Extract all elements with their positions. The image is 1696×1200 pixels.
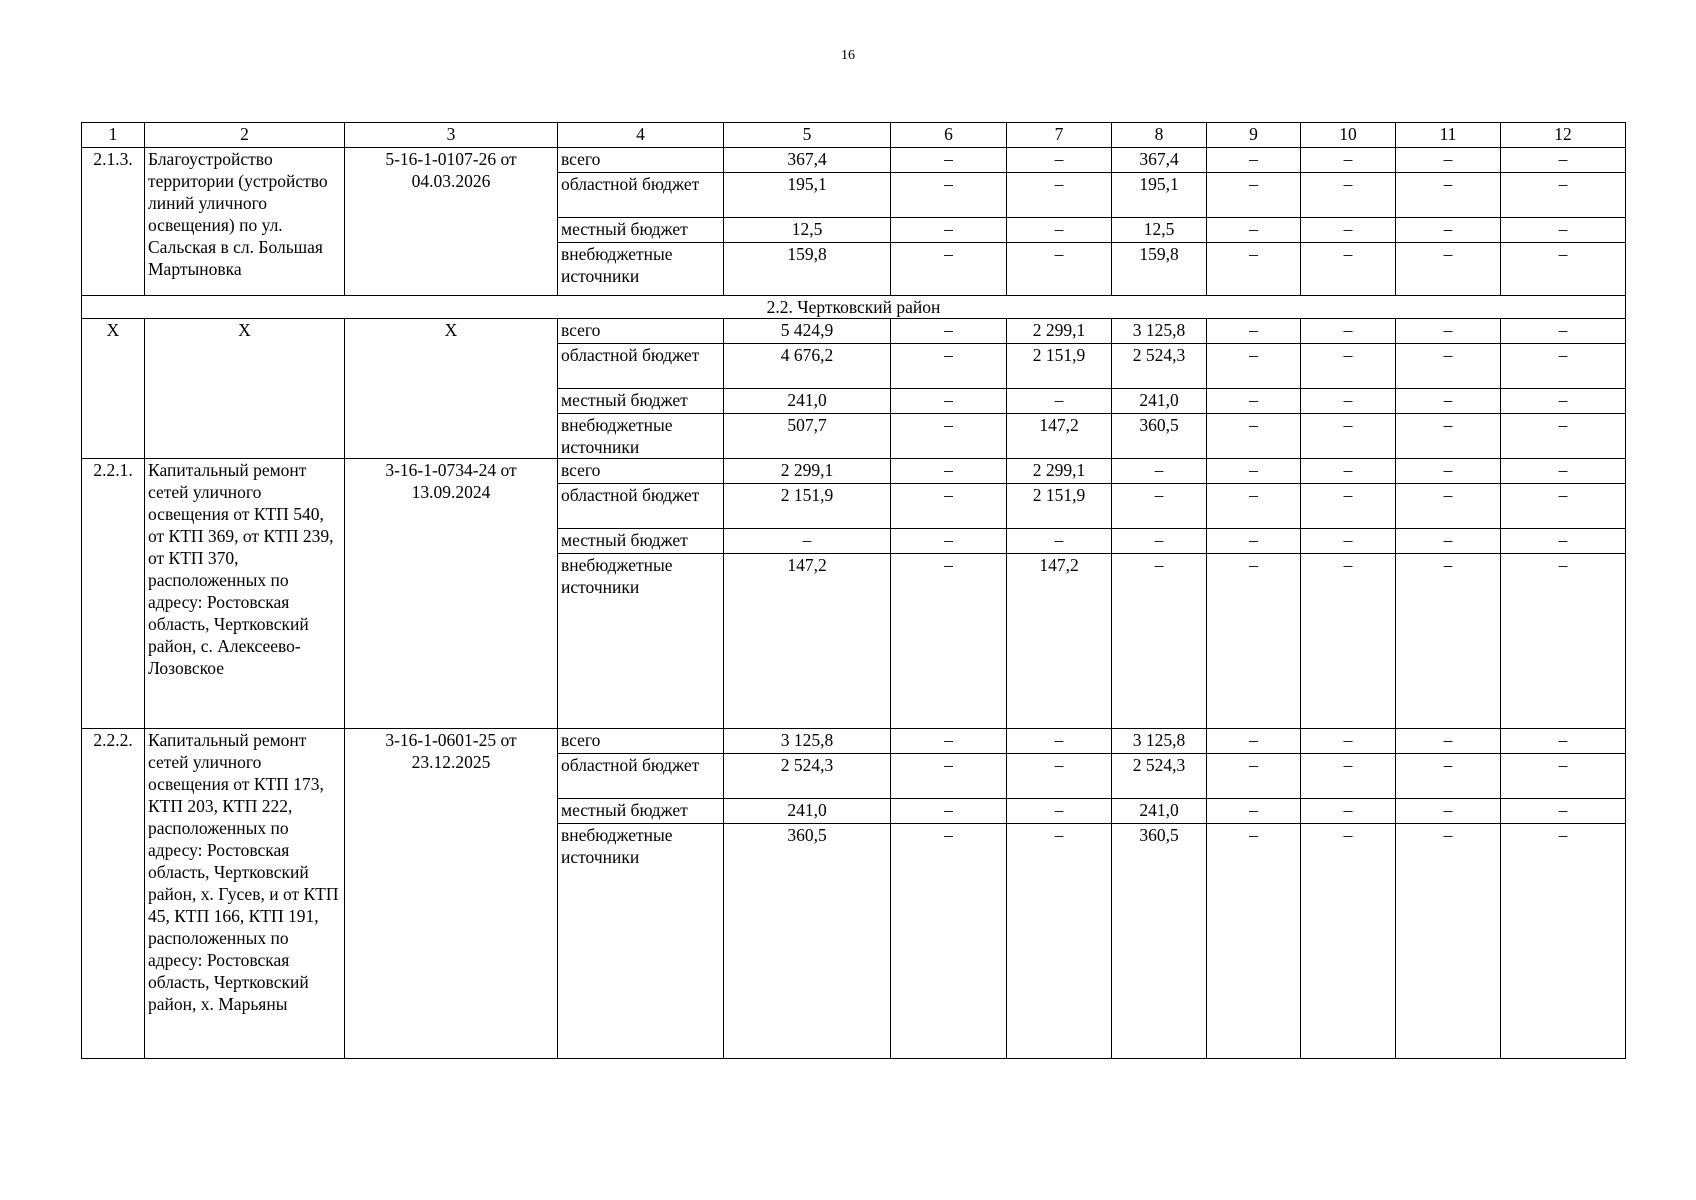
value-cell: –: [1396, 824, 1501, 1059]
value-cell: 159,8: [724, 243, 891, 296]
item-document: 5-16-1-0107-26 от 04.03.2026: [345, 148, 558, 296]
value-cell: 4 676,2: [724, 344, 891, 389]
value-cell: –: [1112, 459, 1207, 484]
value-cell: –: [1007, 799, 1112, 824]
value-cell: 241,0: [1112, 799, 1207, 824]
value-cell: –: [1501, 243, 1626, 296]
item-name: Капитальный ремонт сетей уличного освещения от КТП 540, от КТП 369, от КТП 239, от КТП 370, расположенных по адресу: Ростовская область, Чертковский район, с. Алексеево-Лозовское: [145, 459, 345, 729]
value-cell: –: [1501, 319, 1626, 344]
value-cell: 2 299,1: [1007, 459, 1112, 484]
value-cell: –: [1207, 319, 1301, 344]
funding-source: всего: [558, 459, 724, 484]
column-number-header: 11: [1396, 123, 1501, 148]
value-cell: –: [1112, 554, 1207, 729]
value-cell: –: [1396, 243, 1501, 296]
item-document: 3-16-1-0601-25 от 23.12.2025: [345, 729, 558, 1059]
value-cell: 3 125,8: [724, 729, 891, 754]
column-number-header: 8: [1112, 123, 1207, 148]
value-cell: –: [1007, 148, 1112, 173]
value-cell: –: [1301, 389, 1396, 414]
value-cell: –: [1207, 148, 1301, 173]
value-cell: –: [1301, 554, 1396, 729]
value-cell: –: [724, 529, 891, 554]
value-cell: –: [891, 529, 1007, 554]
budget-table: [81, 122, 1626, 1059]
value-cell: –: [1301, 414, 1396, 459]
value-cell: –: [1501, 173, 1626, 218]
value-cell: 360,5: [1112, 824, 1207, 1059]
value-cell: 507,7: [724, 414, 891, 459]
value-cell: –: [1207, 484, 1301, 529]
value-cell: –: [891, 344, 1007, 389]
value-cell: –: [1501, 344, 1626, 389]
funding-source: областной бюджет: [558, 754, 724, 799]
table-row: [82, 148, 1626, 173]
value-cell: 2 524,3: [724, 754, 891, 799]
value-cell: 241,0: [724, 389, 891, 414]
value-cell: –: [891, 173, 1007, 218]
value-cell: –: [1301, 799, 1396, 824]
value-cell: –: [1396, 754, 1501, 799]
value-cell: –: [1007, 824, 1112, 1059]
value-cell: –: [1301, 529, 1396, 554]
value-cell: –: [1396, 459, 1501, 484]
value-cell: –: [1207, 799, 1301, 824]
value-cell: 195,1: [1112, 173, 1207, 218]
funding-source: местный бюджет: [558, 218, 724, 243]
value-cell: –: [1301, 484, 1396, 529]
funding-source: внебюджетные источники: [558, 824, 724, 1059]
value-cell: 2 524,3: [1112, 344, 1207, 389]
funding-source: местный бюджет: [558, 799, 724, 824]
column-number-header: 10: [1301, 123, 1396, 148]
value-cell: –: [1301, 459, 1396, 484]
table-row: [82, 729, 1626, 754]
column-number-header: 9: [1207, 123, 1301, 148]
table-body: [82, 123, 1626, 1059]
value-cell: 12,5: [724, 218, 891, 243]
value-cell: –: [1007, 729, 1112, 754]
value-cell: –: [1301, 824, 1396, 1059]
value-cell: –: [891, 319, 1007, 344]
funding-source: внебюджетные источники: [558, 243, 724, 296]
value-cell: –: [1501, 148, 1626, 173]
value-cell: –: [1007, 173, 1112, 218]
value-cell: –: [1007, 243, 1112, 296]
table-row: [82, 319, 1626, 344]
value-cell: –: [1396, 389, 1501, 414]
value-cell: –: [1301, 243, 1396, 296]
value-cell: –: [891, 414, 1007, 459]
value-cell: –: [1207, 824, 1301, 1059]
value-cell: 3 125,8: [1112, 319, 1207, 344]
value-cell: –: [1207, 344, 1301, 389]
value-cell: –: [891, 554, 1007, 729]
item-document: Х: [345, 319, 558, 459]
value-cell: –: [1301, 173, 1396, 218]
funding-source: всего: [558, 319, 724, 344]
value-cell: –: [891, 243, 1007, 296]
item-name: Капитальный ремонт сетей уличного освещения от КТП 173, КТП 203, КТП 222, расположенных по адресу: Ростовская область, Чертковский район, х. Гусев, и от КТП 45, КТП 166, КТП 191, расположенных по адресу: Ростовская область, Чертковский район, х. Марьяны: [145, 729, 345, 1059]
item-number: 2.2.1.: [82, 459, 145, 729]
value-cell: –: [1301, 218, 1396, 243]
column-number-header: 1: [82, 123, 145, 148]
value-cell: 241,0: [724, 799, 891, 824]
value-cell: 2 524,3: [1112, 754, 1207, 799]
column-number-header: 12: [1501, 123, 1626, 148]
value-cell: –: [1301, 148, 1396, 173]
section-title: 2.2. Чертковский район: [82, 296, 1626, 319]
value-cell: –: [1501, 529, 1626, 554]
value-cell: 241,0: [1112, 389, 1207, 414]
funding-source: внебюджетные источники: [558, 414, 724, 459]
column-number-row: [82, 123, 1626, 148]
column-number-header: 6: [891, 123, 1007, 148]
column-number-header: 4: [558, 123, 724, 148]
table-row: [82, 459, 1626, 484]
value-cell: –: [1207, 243, 1301, 296]
value-cell: –: [1396, 173, 1501, 218]
value-cell: 147,2: [724, 554, 891, 729]
value-cell: –: [1501, 459, 1626, 484]
value-cell: –: [1007, 389, 1112, 414]
value-cell: –: [1207, 729, 1301, 754]
value-cell: 360,5: [724, 824, 891, 1059]
value-cell: –: [1501, 218, 1626, 243]
value-cell: –: [1301, 754, 1396, 799]
value-cell: –: [1301, 729, 1396, 754]
funding-source: областной бюджет: [558, 173, 724, 218]
column-number-header: 5: [724, 123, 891, 148]
value-cell: –: [1501, 824, 1626, 1059]
value-cell: –: [1396, 484, 1501, 529]
value-cell: –: [1396, 148, 1501, 173]
value-cell: –: [1007, 529, 1112, 554]
value-cell: –: [1207, 529, 1301, 554]
column-number-header: 3: [345, 123, 558, 148]
value-cell: 360,5: [1112, 414, 1207, 459]
funding-source: всего: [558, 729, 724, 754]
value-cell: –: [1207, 754, 1301, 799]
value-cell: –: [1396, 799, 1501, 824]
value-cell: 2 151,9: [1007, 484, 1112, 529]
value-cell: –: [891, 389, 1007, 414]
value-cell: –: [1207, 459, 1301, 484]
value-cell: 3 125,8: [1112, 729, 1207, 754]
value-cell: –: [1501, 729, 1626, 754]
value-cell: 367,4: [1112, 148, 1207, 173]
value-cell: –: [1501, 799, 1626, 824]
funding-source: местный бюджет: [558, 389, 724, 414]
value-cell: 12,5: [1112, 218, 1207, 243]
value-cell: 367,4: [724, 148, 891, 173]
item-number: 2.2.2.: [82, 729, 145, 1059]
item-name: Х: [145, 319, 345, 459]
value-cell: –: [891, 824, 1007, 1059]
funding-source: всего: [558, 148, 724, 173]
value-cell: –: [1207, 554, 1301, 729]
value-cell: –: [1301, 319, 1396, 344]
value-cell: –: [1112, 484, 1207, 529]
value-cell: –: [891, 754, 1007, 799]
value-cell: 147,2: [1007, 554, 1112, 729]
funding-source: областной бюджет: [558, 344, 724, 389]
value-cell: –: [891, 148, 1007, 173]
value-cell: –: [891, 729, 1007, 754]
value-cell: 195,1: [724, 173, 891, 218]
value-cell: 5 424,9: [724, 319, 891, 344]
value-cell: –: [1501, 389, 1626, 414]
value-cell: –: [1396, 414, 1501, 459]
value-cell: 159,8: [1112, 243, 1207, 296]
value-cell: 2 151,9: [724, 484, 891, 529]
value-cell: –: [1501, 414, 1626, 459]
value-cell: –: [1007, 218, 1112, 243]
item-name: Благоустройство территории (устройство линий уличного освещения) по ул. Сальская в сл. Большая Мартыновка: [145, 148, 345, 296]
value-cell: –: [1501, 554, 1626, 729]
value-cell: –: [891, 484, 1007, 529]
value-cell: –: [1501, 484, 1626, 529]
funding-source: областной бюджет: [558, 484, 724, 529]
value-cell: 2 151,9: [1007, 344, 1112, 389]
item-number: Х: [82, 319, 145, 459]
value-cell: –: [1396, 554, 1501, 729]
value-cell: –: [1007, 754, 1112, 799]
column-number-header: 7: [1007, 123, 1112, 148]
value-cell: –: [891, 218, 1007, 243]
value-cell: –: [1396, 344, 1501, 389]
value-cell: –: [891, 799, 1007, 824]
section-row: [82, 296, 1626, 319]
value-cell: –: [1301, 344, 1396, 389]
value-cell: –: [1112, 529, 1207, 554]
item-number: 2.1.3.: [82, 148, 145, 296]
value-cell: –: [1396, 218, 1501, 243]
value-cell: –: [1207, 218, 1301, 243]
page-number: 16: [841, 48, 855, 63]
value-cell: –: [1396, 529, 1501, 554]
value-cell: –: [1207, 173, 1301, 218]
column-number-header: 2: [145, 123, 345, 148]
value-cell: 2 299,1: [1007, 319, 1112, 344]
item-document: 3-16-1-0734-24 от 13.09.2024: [345, 459, 558, 729]
value-cell: 2 299,1: [724, 459, 891, 484]
value-cell: 147,2: [1007, 414, 1112, 459]
value-cell: –: [1396, 729, 1501, 754]
funding-source: внебюджетные источники: [558, 554, 724, 729]
value-cell: –: [891, 459, 1007, 484]
value-cell: –: [1207, 414, 1301, 459]
funding-source: местный бюджет: [558, 529, 724, 554]
value-cell: –: [1501, 754, 1626, 799]
value-cell: –: [1207, 389, 1301, 414]
value-cell: –: [1396, 319, 1501, 344]
